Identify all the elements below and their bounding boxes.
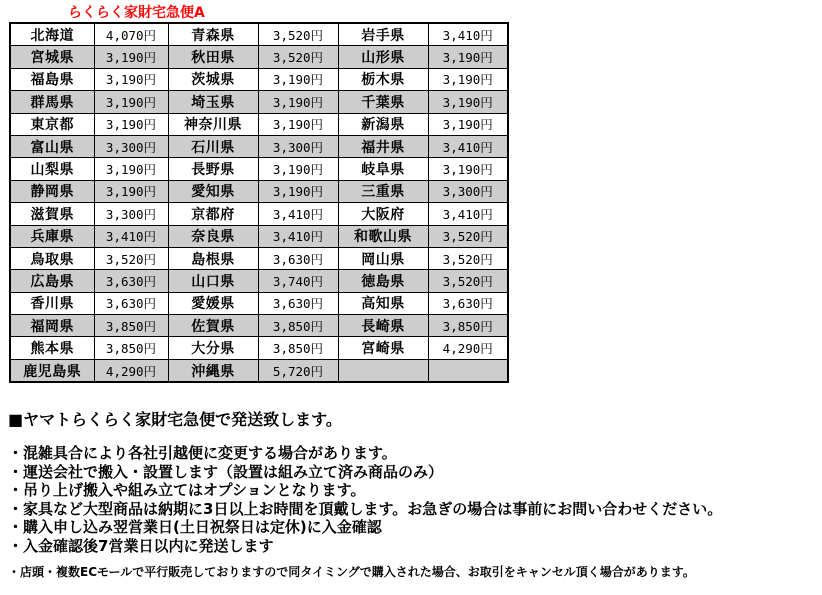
- price-cell: 3,190円: [94, 113, 168, 135]
- table-title: らくらく家財宅急便A: [68, 5, 205, 21]
- price-cell: 3,190円: [258, 113, 338, 135]
- prefecture-cell: 香川県: [10, 292, 94, 314]
- table-row: [10, 315, 508, 337]
- price-cell: 4,290円: [428, 337, 508, 359]
- prefecture-cell: 鹿児島県: [10, 359, 94, 382]
- prefecture-cell: 群馬県: [10, 91, 94, 113]
- prefecture-cell: 千葉県: [338, 91, 428, 113]
- price-cell: 3,410円: [258, 203, 338, 225]
- price-cell: 3,190円: [94, 158, 168, 180]
- prefecture-cell: 岡山県: [338, 247, 428, 269]
- price-cell: 3,410円: [428, 203, 508, 225]
- prefecture-cell: 京都府: [168, 203, 258, 225]
- price-cell: [428, 359, 508, 382]
- price-cell: 4,070円: [94, 23, 168, 46]
- table-row: [10, 337, 508, 359]
- prefecture-cell: 富山県: [10, 135, 94, 157]
- fine-print: ・店頭・複数ECモールで平行販売しておりますので同タイミングで購入された場合、お取引をキャンセル頂く場合があります。: [8, 565, 695, 579]
- prefecture-cell: 新潟県: [338, 113, 428, 135]
- prefecture-cell: 青森県: [168, 23, 258, 46]
- prefecture-cell: 福岡県: [10, 315, 94, 337]
- prefecture-cell: 山形県: [338, 46, 428, 68]
- prefecture-cell: 福井県: [338, 135, 428, 157]
- price-cell: 3,190円: [94, 46, 168, 68]
- note-item: ・吊り上げ搬入や組み立てはオプションとなります。: [8, 481, 366, 499]
- prefecture-cell: 北海道: [10, 23, 94, 46]
- price-cell: 3,190円: [94, 180, 168, 202]
- price-cell: 3,190円: [94, 91, 168, 113]
- prefecture-cell: 三重県: [338, 180, 428, 202]
- shipping-fee-table-body: [10, 23, 508, 382]
- price-cell: 3,190円: [428, 158, 508, 180]
- price-cell: 5,720円: [258, 359, 338, 382]
- prefecture-cell: 山口県: [168, 270, 258, 292]
- table-row: [10, 135, 508, 157]
- prefecture-cell: 大阪府: [338, 203, 428, 225]
- prefecture-cell: 宮城県: [10, 46, 94, 68]
- prefecture-cell: 沖縄県: [168, 359, 258, 382]
- price-cell: 3,520円: [258, 46, 338, 68]
- price-cell: 3,410円: [94, 225, 168, 247]
- price-cell: 3,630円: [94, 270, 168, 292]
- table-row: [10, 91, 508, 113]
- price-cell: 3,190円: [428, 91, 508, 113]
- table-row: [10, 113, 508, 135]
- price-cell: 3,850円: [94, 315, 168, 337]
- price-cell: 3,300円: [428, 180, 508, 202]
- prefecture-cell: 和歌山県: [338, 225, 428, 247]
- price-cell: 3,630円: [258, 247, 338, 269]
- price-cell: 3,300円: [94, 203, 168, 225]
- prefecture-cell: 奈良県: [168, 225, 258, 247]
- prefecture-cell: 茨城県: [168, 68, 258, 90]
- price-cell: 3,850円: [258, 337, 338, 359]
- table-row: [10, 23, 508, 46]
- price-cell: 3,190円: [428, 68, 508, 90]
- prefecture-cell: 滋賀県: [10, 203, 94, 225]
- price-cell: 3,300円: [94, 135, 168, 157]
- prefecture-cell: 佐賀県: [168, 315, 258, 337]
- price-cell: 3,190円: [94, 68, 168, 90]
- table-row: [10, 180, 508, 202]
- note-item: ・運送会社で搬入・設置します（設置は組み立て済み商品のみ）: [8, 462, 444, 481]
- price-cell: 3,190円: [258, 180, 338, 202]
- price-cell: 3,850円: [428, 315, 508, 337]
- table-row: [10, 203, 508, 225]
- prefecture-cell: 島根県: [168, 247, 258, 269]
- notes-bullet-list: [8, 444, 818, 555]
- table-row: [10, 225, 508, 247]
- prefecture-cell: 宮崎県: [338, 337, 428, 359]
- prefecture-cell: 福島県: [10, 68, 94, 90]
- prefecture-cell: 愛媛県: [168, 292, 258, 314]
- price-cell: 3,630円: [94, 292, 168, 314]
- price-cell: 3,630円: [258, 292, 338, 314]
- note-item: ・入金確認後7営業日以内に発送します: [8, 536, 274, 555]
- price-cell: 3,850円: [94, 337, 168, 359]
- table-row: [10, 46, 508, 68]
- table-row: [10, 68, 508, 90]
- prefecture-cell: 愛知県: [168, 180, 258, 202]
- price-cell: 3,630円: [428, 292, 508, 314]
- notes-section: [8, 407, 818, 592]
- price-cell: 3,410円: [428, 135, 508, 157]
- prefecture-cell: 鳥取県: [10, 247, 94, 269]
- price-cell: 3,850円: [258, 315, 338, 337]
- price-cell: 3,410円: [258, 225, 338, 247]
- price-cell: 3,190円: [258, 91, 338, 113]
- price-cell: 4,290円: [94, 359, 168, 382]
- note-item: ・家具など大型商品は納期に3日以上お時間を頂戴します。お急ぎの場合は事前にお問い合わせください。: [8, 499, 723, 518]
- prefecture-cell: 静岡県: [10, 180, 94, 202]
- note-item: ・購入申し込み翌営業日(土日祝祭日は定休)に入金確認: [8, 518, 382, 536]
- prefecture-cell: 大分県: [168, 337, 258, 359]
- note-item: ・混雑具合により各社引越便に変更する場合があります。: [8, 444, 397, 462]
- price-cell: 3,410円: [428, 23, 508, 46]
- prefecture-cell: 徳島県: [338, 270, 428, 292]
- shipping-fee-table: [9, 22, 509, 383]
- notes-heading: ■ヤマトらくらく家財宅急便で発送致します。: [8, 410, 342, 429]
- price-cell: 3,190円: [428, 46, 508, 68]
- prefecture-cell: 岩手県: [338, 23, 428, 46]
- price-cell: 3,300円: [258, 135, 338, 157]
- prefecture-cell: 長崎県: [338, 315, 428, 337]
- price-cell: 3,190円: [258, 158, 338, 180]
- table-row: [10, 158, 508, 180]
- price-cell: 3,520円: [428, 247, 508, 269]
- price-cell: 3,520円: [258, 23, 338, 46]
- price-cell: 3,520円: [428, 270, 508, 292]
- prefecture-cell: 東京都: [10, 113, 94, 135]
- prefecture-cell: 山梨県: [10, 158, 94, 180]
- prefecture-cell: 神奈川県: [168, 113, 258, 135]
- prefecture-cell: 栃木県: [338, 68, 428, 90]
- prefecture-cell: 高知県: [338, 292, 428, 314]
- price-cell: 3,190円: [258, 68, 338, 90]
- table-row: [10, 292, 508, 314]
- prefecture-cell: [338, 359, 428, 382]
- prefecture-cell: 石川県: [168, 135, 258, 157]
- table-row: [10, 270, 508, 292]
- prefecture-cell: 秋田県: [168, 46, 258, 68]
- prefecture-cell: 熊本県: [10, 337, 94, 359]
- table-row: [10, 247, 508, 269]
- prefecture-cell: 広島県: [10, 270, 94, 292]
- prefecture-cell: 埼玉県: [168, 91, 258, 113]
- price-cell: 3,520円: [94, 247, 168, 269]
- prefecture-cell: 岐阜県: [338, 158, 428, 180]
- price-cell: 3,190円: [428, 113, 508, 135]
- prefecture-cell: 兵庫県: [10, 225, 94, 247]
- price-cell: 3,740円: [258, 270, 338, 292]
- table-row: [10, 359, 508, 382]
- prefecture-cell: 長野県: [168, 158, 258, 180]
- price-cell: 3,520円: [428, 225, 508, 247]
